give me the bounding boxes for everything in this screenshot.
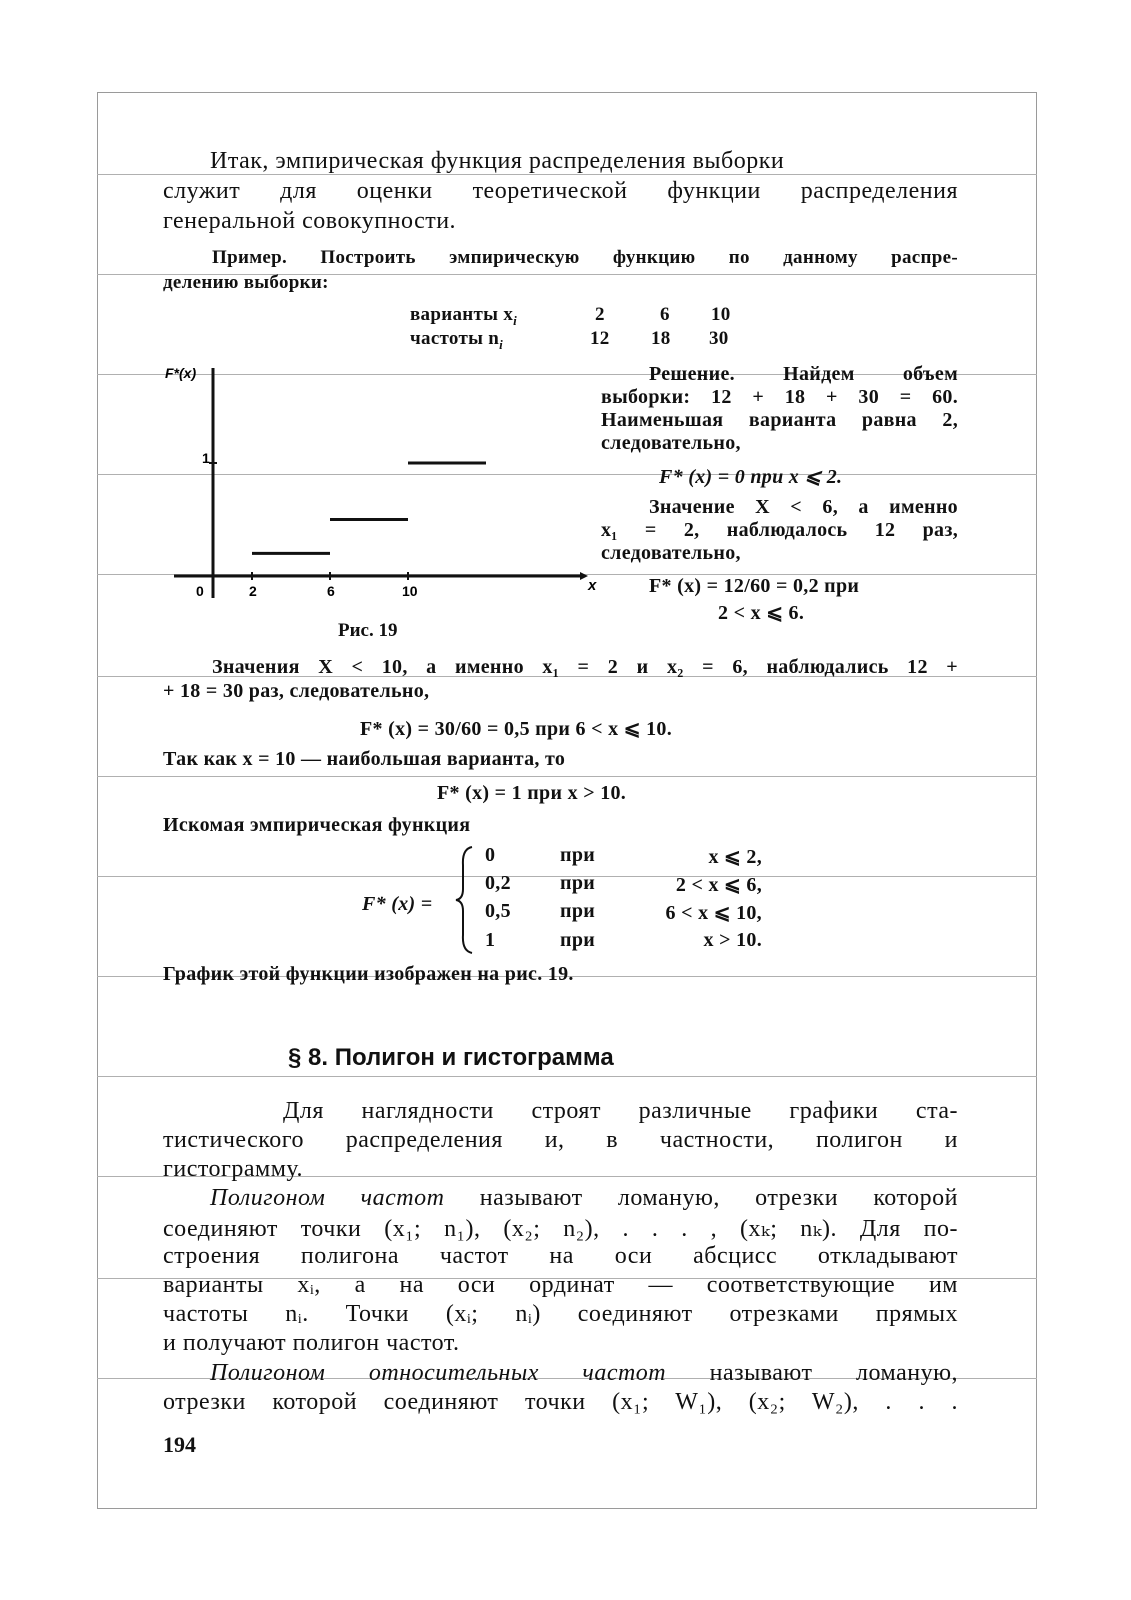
y-axis-label: F*(x) [165,365,197,381]
continuation-line-1: Значения X < 10, а именно x₁ = 2 и x₂ = 6, наблюдались 12 + [212,656,958,678]
solution-line-4: следовательно, [601,432,741,454]
intro-line-3: генеральной совокупности. [163,208,457,234]
continuation-line-2: + 18 = 30 раз, следовательно, [163,680,430,702]
term-polygon-frequencies: Полигоном частот [210,1185,445,1211]
solution-line-7: следовательно, [601,542,741,564]
solution-line-5: Значение X < 6, а именно [649,496,958,518]
solution-line-2: выборки: 12 + 18 + 30 = 60. [601,386,958,408]
example-line-2: делению выборки: [163,272,329,293]
frequencies-label: частоты $n_i$ [410,328,504,352]
figure-19 [160,360,600,610]
guide-line [97,1076,1037,1077]
y-tick-label: 1 [202,450,210,466]
formula-f0: F* (x) = 0 при x ⩽ 2. [659,466,843,488]
piece-value: 0 [485,844,496,866]
left-brace [454,845,476,955]
section-p1-line-3: гистограмму. [163,1156,303,1182]
section-p2-line-1: Полигоном частот называют ломаную, отрезки которой [210,1185,958,1211]
section-p3-line-1: Полигоном относительных частот называют ломаную, [210,1360,958,1386]
term-polygon-relative-frequencies: Полигоном относительных частот [210,1360,667,1386]
section-p1-line-1: Для наглядности строят различные графики ста- [283,1098,958,1124]
frequency-value: 30 [709,328,729,349]
x-axis-label: x [588,577,597,594]
piece-condition: 6 < x ⩽ 10, [665,902,762,924]
frequency-value: 12 [590,328,610,349]
solution-line-6: x₁ = 2, наблюдалось 12 раз, [601,519,958,541]
piece-condition: 2 < x ⩽ 6, [675,874,762,896]
piece-word: при [560,872,596,894]
section-p2-line-5: частоты nᵢ. Точки (xᵢ; nᵢ) соединяют отрезками прямых [163,1301,958,1327]
graph-note: График этой функции изображен на рис. 19. [163,963,574,985]
piece-value: 1 [485,929,496,951]
x-axis-arrow [580,572,588,580]
piece-condition: x ⩽ 2, [708,846,762,868]
piece-condition: x > 10. [703,929,762,951]
section-p2-line-2: соединяют точки (x₁; n₁), (x₂; n₂), . . . , (xₖ; nₖ). Для по- [163,1216,958,1242]
intro-line-2: служит для оценки теоретической функции распределения [163,178,958,204]
formula-f02-condition: 2 < x ⩽ 6. [718,602,805,624]
example-line-1: Пример. Построить эмпирическую функцию по данному распре- [212,247,958,268]
section-p1-line-2: тистического распределения и, в частности, полигон и [163,1127,958,1153]
continuation-line-4: Искомая эмпирическая функция [163,814,471,836]
piece-word: при [560,900,596,922]
figure-caption: Рис. 19 [338,620,398,641]
section-p3-line-2: отрезки которой соединяют точки (x₁; W₁), (x₂; W₂), . . . [163,1389,958,1415]
origin-label: 0 [196,583,204,599]
formula-f1: F* (x) = 1 при x > 10. [437,782,627,804]
section-p2-line-3: строения полигона частот на оси абсцисс откладывают [163,1243,958,1269]
guide-line [97,776,1037,777]
section-p2-line-6: и получают полигон частот. [163,1330,460,1356]
continuation-line-3: Так как x = 10 — наибольшая варианта, то [163,748,566,770]
solution-line-3: Наименьшая варианта равна 2, [601,409,958,431]
variants-label: варианты $x_i$ [410,304,518,328]
piece-word: при [560,929,596,951]
piece-word: при [560,844,596,866]
x-tick-label: 6 [327,583,335,599]
variant-value: 6 [660,304,670,325]
section-p2-line-4: варианты xᵢ, а на оси ординат — соответствующие им [163,1272,958,1298]
frequency-value: 18 [651,328,671,349]
section-heading: § 8. Полигон и гистограмма [288,1044,614,1071]
solution-line-1: Решение. Найдем объем [649,363,958,385]
x-tick-label: 10 [402,583,418,599]
intro-line-1: Итак, эмпирическая функция распределения выборки [210,148,785,174]
piece-value: 0,2 [485,872,511,894]
x-tick-label: 2 [249,583,257,599]
piecewise-lhs: F* (x) = [362,893,433,915]
variant-value: 2 [595,304,605,325]
variant-value: 10 [711,304,731,325]
page-number: 194 [163,1432,196,1457]
formula-f05: F* (x) = 30/60 = 0,5 при 6 < x ⩽ 10. [360,718,673,740]
piece-value: 0,5 [485,900,511,922]
formula-f02: F* (x) = 12/60 = 0,2 при [649,575,860,597]
